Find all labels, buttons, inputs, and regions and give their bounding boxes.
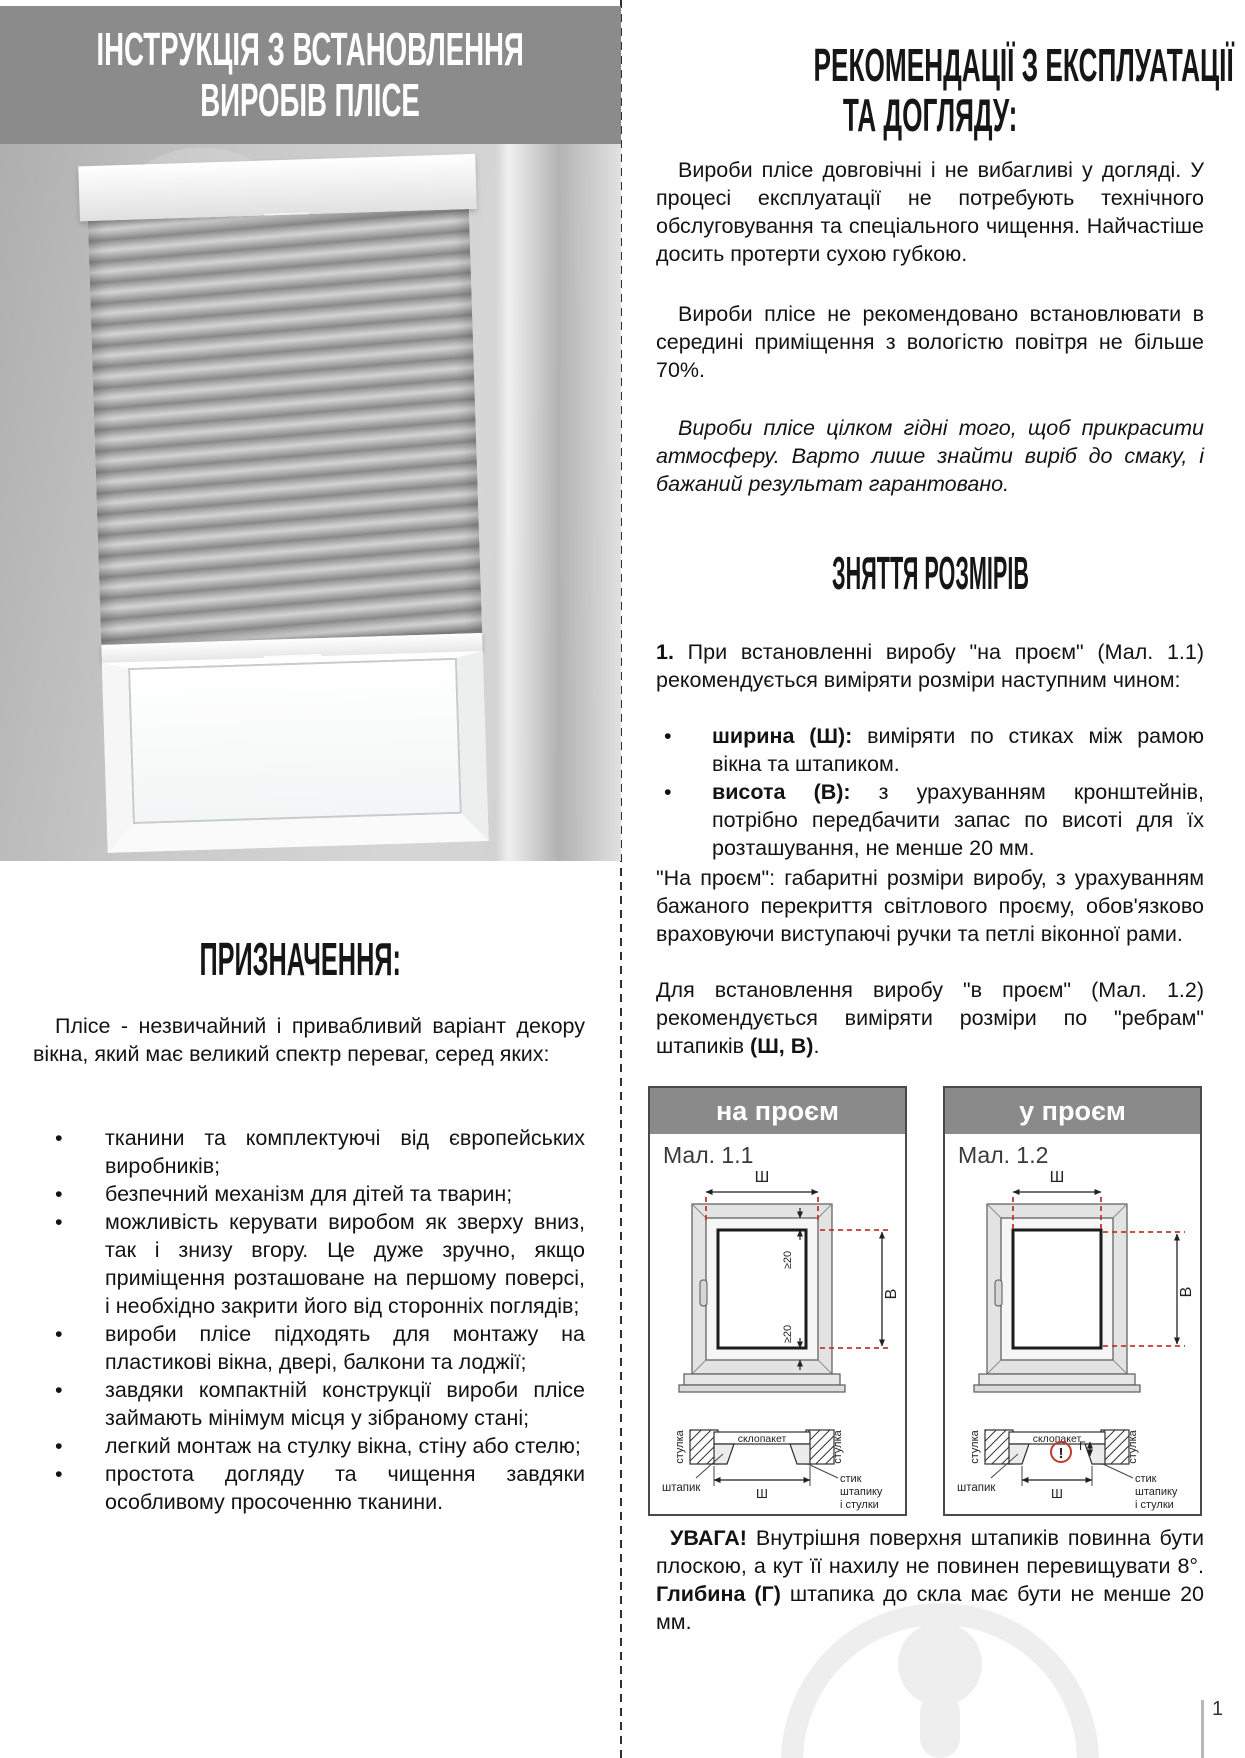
page-number: 1: [1212, 1698, 1224, 1720]
footer-rule: [1201, 1700, 1204, 1758]
purpose-title: ПРИЗНАЧЕННЯ:: [199, 933, 401, 985]
svg-text:склопакет: склопакет: [737, 1433, 787, 1445]
measuring-step1: 1. При встановленні виробу "на проєм" (Мал. 1.1) рекомендується виміряти розміри наступним чином:: [656, 640, 1204, 692]
care-title: РЕКОМЕНДАЦІЇ З ЕКСПЛУАТАЦІЇ ТА ДОГЛЯДУ:: [813, 39, 1234, 141]
list-item: • завдяки компактній конструкції вироби плісе займають мінімум місця у зібраному стані;: [33, 1376, 585, 1432]
svg-text:і стулки: і стулки: [840, 1499, 879, 1511]
left-banner: [0, 6, 621, 144]
window-jamb-shadow: [496, 144, 621, 861]
purpose-bullet-list: [33, 1124, 585, 1516]
on-opening-paragraph: "На проєм": габаритні розміри виробу, з урахуванням бажаного перекриття світлового проєму, обов'язково враховуючи виступаючі ручки та петлі віконної рами.: [656, 866, 1204, 946]
svg-text:Ш: Ш: [756, 1486, 768, 1501]
window-with-pleated-blind: [84, 154, 490, 856]
svg-text:Г: Г: [1079, 1439, 1086, 1453]
list-item: • простота догляду та чищення завдяки особливому просоченню тканини.: [33, 1460, 585, 1516]
list-item: • тканини та комплектуючі від європейських виробників;: [33, 1124, 585, 1180]
svg-text:склопакет: склопакет: [1032, 1433, 1082, 1445]
attention-paragraph: УВАГА! Внутрішня поверхня штапиків повинна бути плоскою, а кут її нахилу не повинен перевищувати 8°. Глибина (Г) штапика до скла має бути не менше 20 мм.: [656, 1526, 1204, 1634]
figure2-drawing: [945, 1134, 1200, 1514]
pleated-fabric: [88, 209, 482, 645]
figure1-label: Мал. 1.1: [663, 1142, 754, 1168]
svg-text:стулка: стулка: [1127, 1430, 1139, 1464]
svg-text:стулка: стулка: [969, 1430, 981, 1464]
svg-text:стик: стик: [840, 1473, 862, 1485]
svg-text:штапик: штапик: [662, 1482, 701, 1494]
window-frame: [102, 651, 489, 853]
window-handle: [995, 1280, 1002, 1306]
figure2-diagram: [945, 1134, 1200, 1514]
figure1-header: на проєм: [650, 1088, 905, 1134]
figure-in-opening: [943, 1086, 1202, 1516]
svg-text:≥20: ≥20: [782, 1250, 794, 1270]
list-item-height: • висота (В): з урахуванням кронштейнів, потрібно передбачити запас по висоті для їх розташування, не менше 20 мм.: [656, 778, 1204, 862]
care-paragraph-2: Вироби плісе не рекомендовано встановлювати в середині приміщення з вологістю повітря не більше 70%.: [656, 302, 1204, 382]
banner-title-line1: ІНСТРУКЦІЯ З ВСТАНОВЛЕННЯ: [96, 23, 525, 75]
svg-text:≥20: ≥20: [782, 1324, 794, 1344]
list-item: • можливість керувати виробом як зверху вниз, так і знизу вгору. Це дуже зручно, якщо приміщення розташоване на першому поверсі, і необхідно закрити його від сторонніх поглядів;: [33, 1208, 585, 1320]
svg-text:і стулки: і стулки: [1135, 1499, 1174, 1511]
svg-text:стик: стик: [1135, 1473, 1157, 1485]
svg-text:штапику: штапику: [840, 1486, 883, 1498]
list-item: • легкий монтаж на стулку вікна, стіну або стелю;: [33, 1432, 585, 1460]
measuring-title: ЗНЯТТЯ РОЗМІРІВ: [831, 547, 1029, 599]
window-glass: [128, 658, 462, 824]
banner-title-line2: ВИРОБІВ ПЛІСЕ: [200, 74, 421, 126]
svg-text:штапику: штапику: [1135, 1486, 1178, 1498]
svg-text:Ш: Ш: [1049, 1169, 1065, 1186]
figures-row: [648, 1086, 1202, 1516]
purpose-intro: Плісе - незвичайний і привабливий варіант декору вікна, який має великий спектр переваг, серед яких:: [33, 1014, 585, 1066]
figure-on-opening: [648, 1086, 907, 1516]
step-number: 1.: [656, 640, 674, 664]
figure1-drawing: [650, 1134, 905, 1514]
list-item-width: • ширина (Ш): виміряти по стиках між рамою вікна та штапиком.: [656, 722, 1204, 778]
svg-text:штапик: штапик: [957, 1482, 996, 1494]
list-item: • вироби плісе підходять для монтажу на пластикові вікна, двері, балкони та лоджії;: [33, 1320, 585, 1376]
svg-text:стулка: стулка: [674, 1430, 686, 1464]
product-photo: [0, 144, 621, 861]
care-paragraph-3: Вироби плісе цілком гідні того, щоб прикрасити атмосферу. Варто лише знайти виріб до смаку, і бажаний результат гарантовано.: [656, 416, 1204, 496]
figure1-diagram: [650, 1134, 905, 1514]
figure2-label: Мал. 1.2: [958, 1142, 1049, 1168]
svg-text:стулка: стулка: [832, 1430, 844, 1464]
svg-text:Ш: Ш: [754, 1169, 770, 1186]
svg-text:!: !: [1058, 1445, 1064, 1462]
window-handle: [700, 1280, 707, 1306]
attention-label: УВАГА!: [670, 1526, 747, 1550]
figure2-header: у проєм: [945, 1088, 1200, 1134]
svg-text:В: В: [883, 1288, 900, 1300]
svg-text:Ш: Ш: [1051, 1486, 1063, 1501]
svg-text:В: В: [1178, 1286, 1195, 1298]
care-paragraph-1: Вироби плісе довговічні і не вибагливі у догляді. У процесі експлуатації не потребують технічного обслуговування та спеціального чищення. Найчастіше досить протерти сухою губкою.: [656, 158, 1204, 266]
list-item: • безпечний механізм для дітей та тварин;: [33, 1180, 585, 1208]
in-opening-paragraph: Для встановлення виробу "в проєм" (Мал. 1.2) рекомендується виміряти розміри по "ребрам" штапиків (Ш, В).: [656, 978, 1204, 1058]
measuring-bullet-list: [656, 722, 1204, 862]
